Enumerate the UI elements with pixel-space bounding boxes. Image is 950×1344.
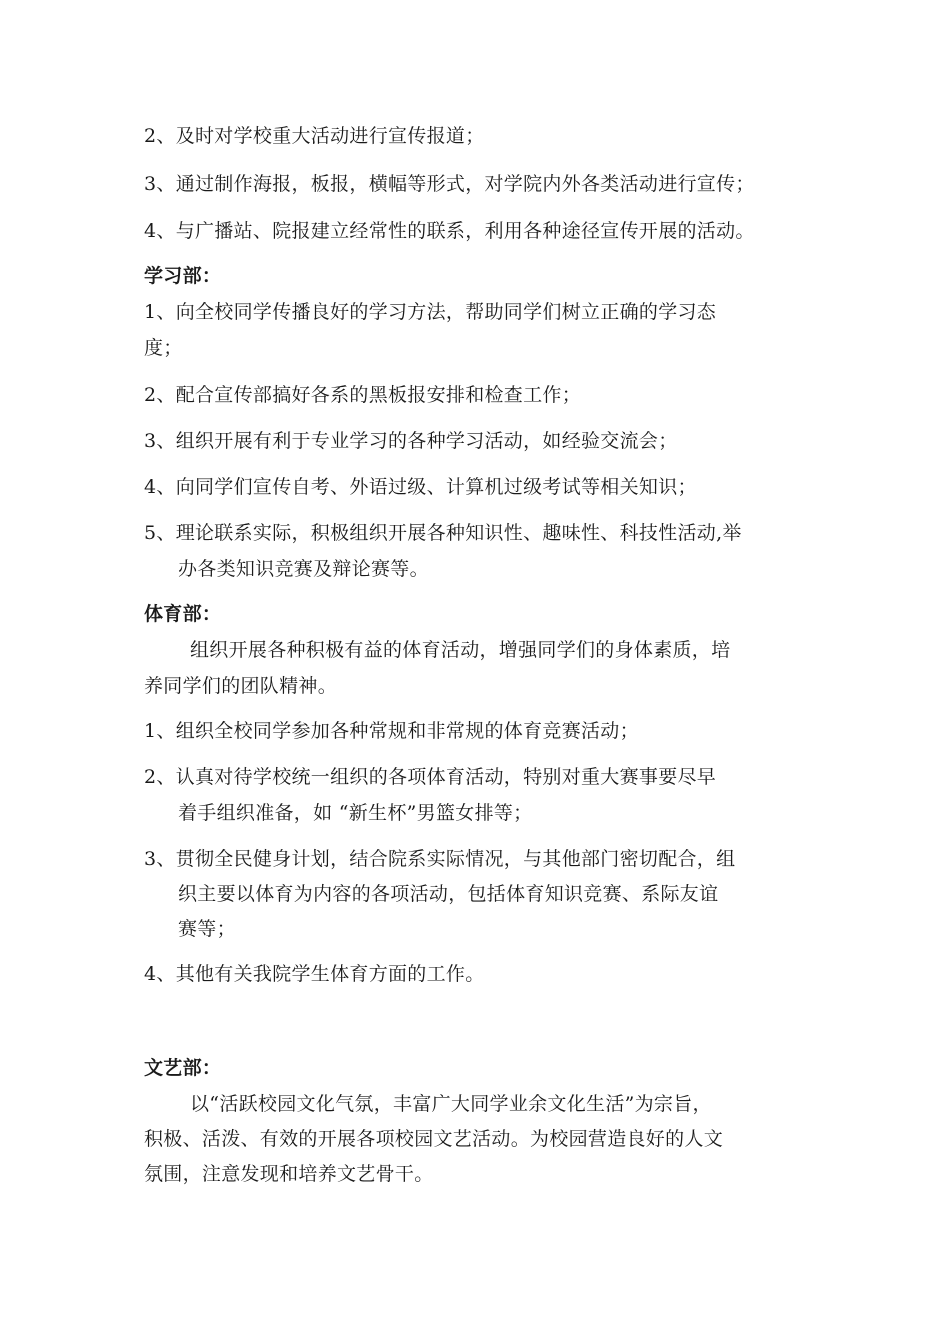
study-item-5-line-1: 5、理论联系实际，积极组织开展各种知识性、趣味性、科技性活动,举: [144, 522, 742, 544]
arts-heading: 文艺部：: [144, 1057, 222, 1079]
sports-item-2-line-1: 2、认真对待学校统一组织的各项体育活动，特别对重大赛事要尽早: [144, 766, 717, 788]
study-item-4: 4、向同学们宣传自考、外语过级、计算机过级考试等相关知识；: [144, 476, 697, 498]
sports-heading: 体育部：: [144, 603, 222, 625]
sports-item-3-line-1: 3、贯彻全民健身计划，结合院系实际情况，与其他部门密切配合，组: [144, 848, 736, 870]
sports-intro-line-1: 组织开展各种积极有益的体育活动，增强同学们的身体素质，培: [190, 639, 731, 661]
study-heading: 学习部：: [144, 265, 222, 287]
arts-intro-line-1: 以“活跃校园文化气氛，丰富广大同学业余文化生活”为宗旨，: [190, 1093, 712, 1115]
sports-item-3-line-2: 织主要以体育为内容的各项活动，包括体育知识竞赛、系际友谊: [178, 883, 719, 905]
sports-item-2-line-2: 着手组织准备，如 “新生杯”男篮女排等；: [178, 802, 533, 824]
arts-intro-line-3: 氛围，注意发现和培养文艺骨干。: [144, 1163, 434, 1185]
study-item-1-line-2: 度；: [144, 337, 183, 359]
study-item-2: 2、配合宣传部搞好各系的黑板报安排和检查工作；: [144, 384, 581, 406]
study-item-1-line-1: 1、向全校同学传播良好的学习方法，帮助同学们树立正确的学习态: [144, 301, 717, 323]
sports-intro-line-2: 养同学们的团队精神。: [144, 675, 338, 697]
sports-item-1: 1、组织全校同学参加各种常规和非常规的体育竞赛活动；: [144, 720, 639, 742]
arts-intro-line-2: 积极、活泼、有效的开展各项校园文艺活动。为校园营造良好的人文: [144, 1128, 724, 1150]
publicity-item-3: 3、通过制作海报，板报，横幅等形式，对学院内外各类活动进行宣传；: [144, 173, 755, 195]
publicity-item-4: 4、与广播站、院报建立经常性的联系，利用各种途径宣传开展的活动。: [144, 220, 755, 242]
sports-item-4: 4、其他有关我院学生体育方面的工作。: [144, 963, 485, 985]
study-item-3: 3、组织开展有利于专业学习的各种学习活动，如经验交流会；: [144, 430, 678, 452]
study-item-5-line-2: 办各类知识竞赛及辩论赛等。: [178, 558, 429, 580]
sports-item-3-line-3: 赛等；: [178, 918, 236, 940]
publicity-item-2: 2、及时对学校重大活动进行宣传报道；: [144, 125, 485, 147]
